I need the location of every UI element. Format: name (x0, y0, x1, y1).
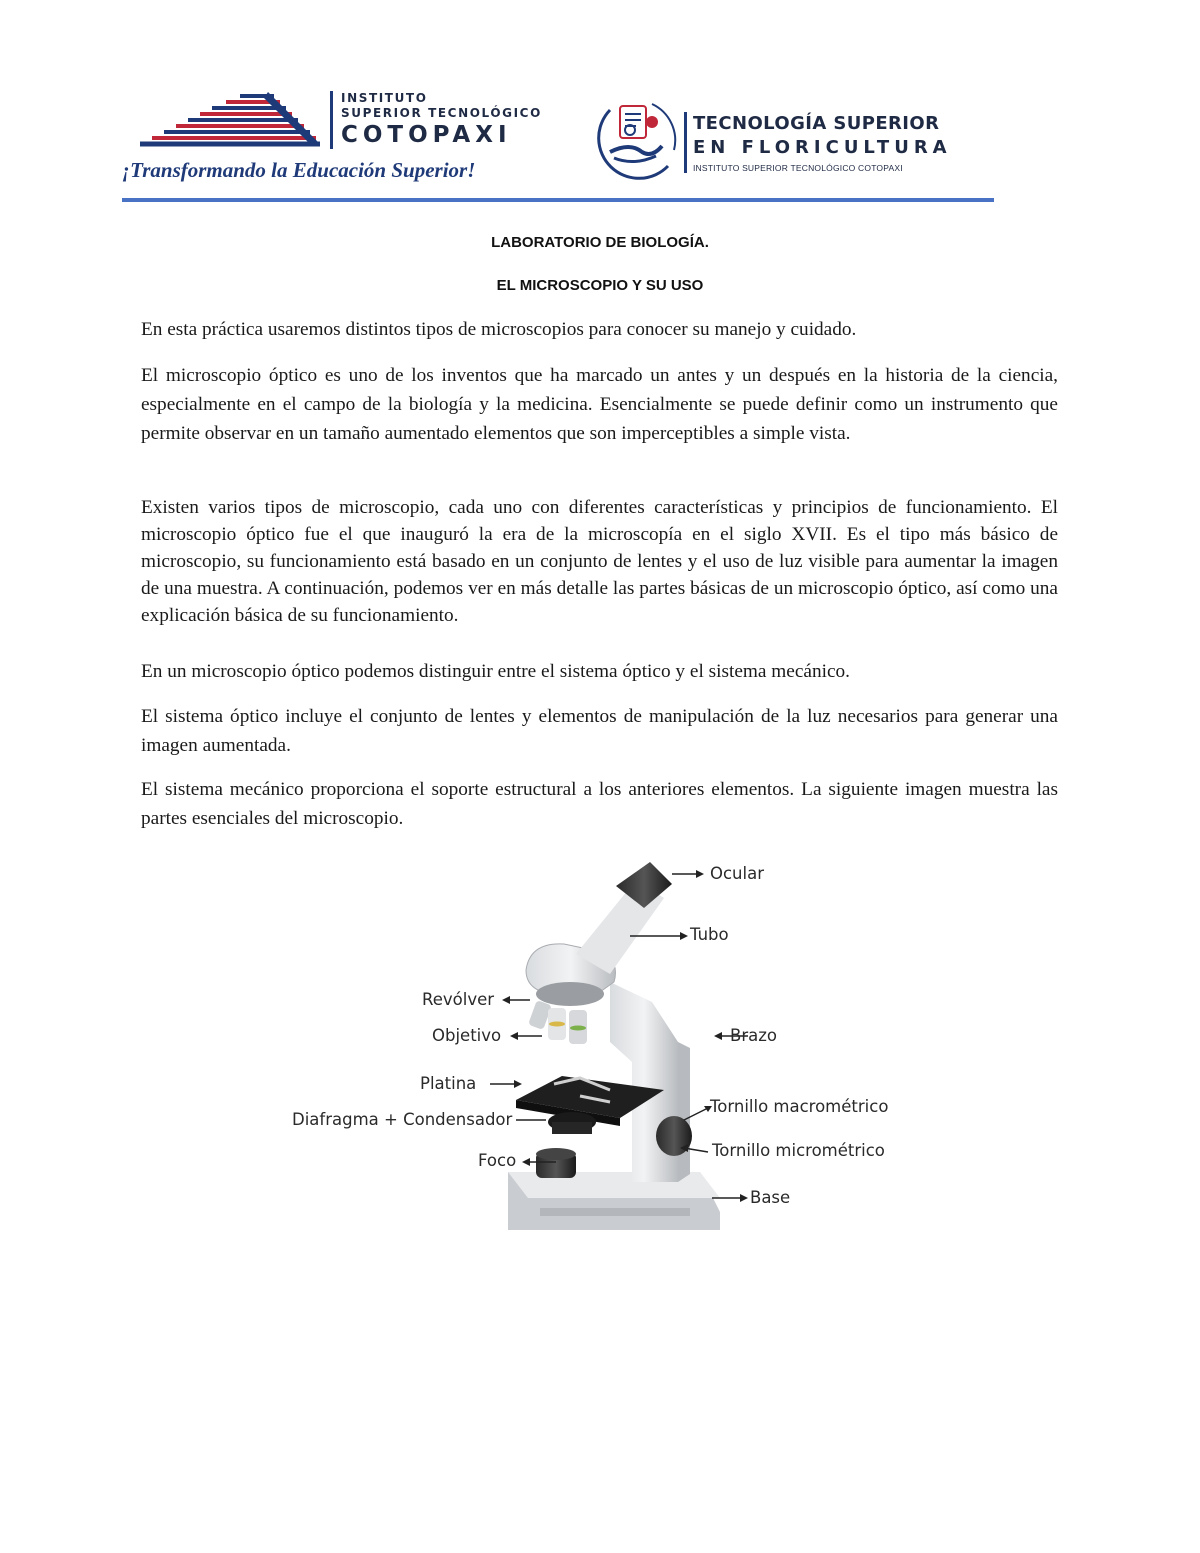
paragraph-optical-microscope: El microscopio óptico es uno de los inventos que ha marcado un antes y un después en la historia de la ciencia, especialmente en el campo de la biología y la medicina. Esencialmente se puede definir como un instrumento que permite observar en un tamaño aumentado elementos que son imperceptibles a simple vista. (141, 365, 1058, 444)
label-base: Base (750, 1188, 791, 1207)
floriculture-emblem-icon (590, 96, 682, 186)
institute-name (330, 91, 542, 149)
institute-logo (122, 82, 542, 192)
institute-name-line2: SUPERIOR TECNOLÓGICO (341, 106, 542, 120)
paragraph-optical-system: El sistema óptico incluye el conjunto de lentes y elementos de manipulación de la luz necesarios para generar una imagen aumentada. (141, 706, 1058, 756)
label-tubo: Tubo (690, 925, 729, 944)
program-name-line3: INSTITUTO SUPERIOR TECNOLÓGICO COTOPAXI (693, 163, 903, 173)
document-header (122, 82, 994, 206)
label-diafragma-condensador: Diafragma + Condensador (292, 1110, 513, 1129)
institute-name-line3: COTOPAXI (341, 122, 512, 148)
label-platina: Platina (420, 1074, 477, 1093)
label-tornillo-micrometrico: Tornillo micrométrico (712, 1141, 885, 1160)
institute-name-line1: INSTITUTO (341, 91, 428, 105)
paragraph-intro: En esta práctica usaremos distintos tipos de microscopios para conocer su manejo y cuidado. (141, 319, 857, 340)
institute-slogan: ¡Transformando la Educación Superior! (122, 158, 476, 182)
program-logo (590, 96, 994, 196)
paragraph-systems: En un microscopio óptico podemos distinguir entre el sistema óptico y el sistema mecánico. (141, 661, 850, 682)
program-name-line2: EN FLORICULTURA (693, 137, 952, 158)
microscope-figure (280, 852, 920, 1252)
label-tornillo-macrometrico: Tornillo macrométrico (710, 1097, 889, 1116)
paragraph-mechanical-system: El sistema mecánico proporciona el soporte estructural a los anteriores elementos. La siguiente imagen muestra las partes esenciales del microscopio. (141, 779, 1058, 829)
lab-subtitle: EL MICROSCOPIO Y SU USO (496, 277, 704, 294)
program-name (684, 112, 952, 173)
microscope-illustration (280, 852, 920, 1252)
label-revolver: Revólver (422, 990, 495, 1009)
lab-title: LABORATORIO DE BIOLOGÍA. (491, 234, 709, 251)
paragraph-microscope-types: Existen varios tipos de microscopio, cada uno con diferentes características y principios de funcionamiento. El microscopio óptico fue el que inauguró la era de la microscopía en el siglo XVII. Es el tipo más básico de microscopio, su funcionamiento está basado en un conjunto de lentes y el uso de luz visible para aumentar la imagen de una muestra. A continuación, podemos ver en más detalle las partes básicas de un microscopio óptico, así como una explicación básica de su funcionamiento. (141, 497, 1058, 626)
program-name-line1: TECNOLOGÍA SUPERIOR (693, 113, 940, 134)
label-ocular: Ocular (710, 864, 764, 883)
label-brazo: Brazo (730, 1026, 777, 1045)
header-divider (122, 198, 994, 202)
label-objetivo: Objetivo (432, 1026, 502, 1045)
institute-stripes-emblem (140, 92, 320, 148)
label-foco: Foco (478, 1151, 517, 1170)
